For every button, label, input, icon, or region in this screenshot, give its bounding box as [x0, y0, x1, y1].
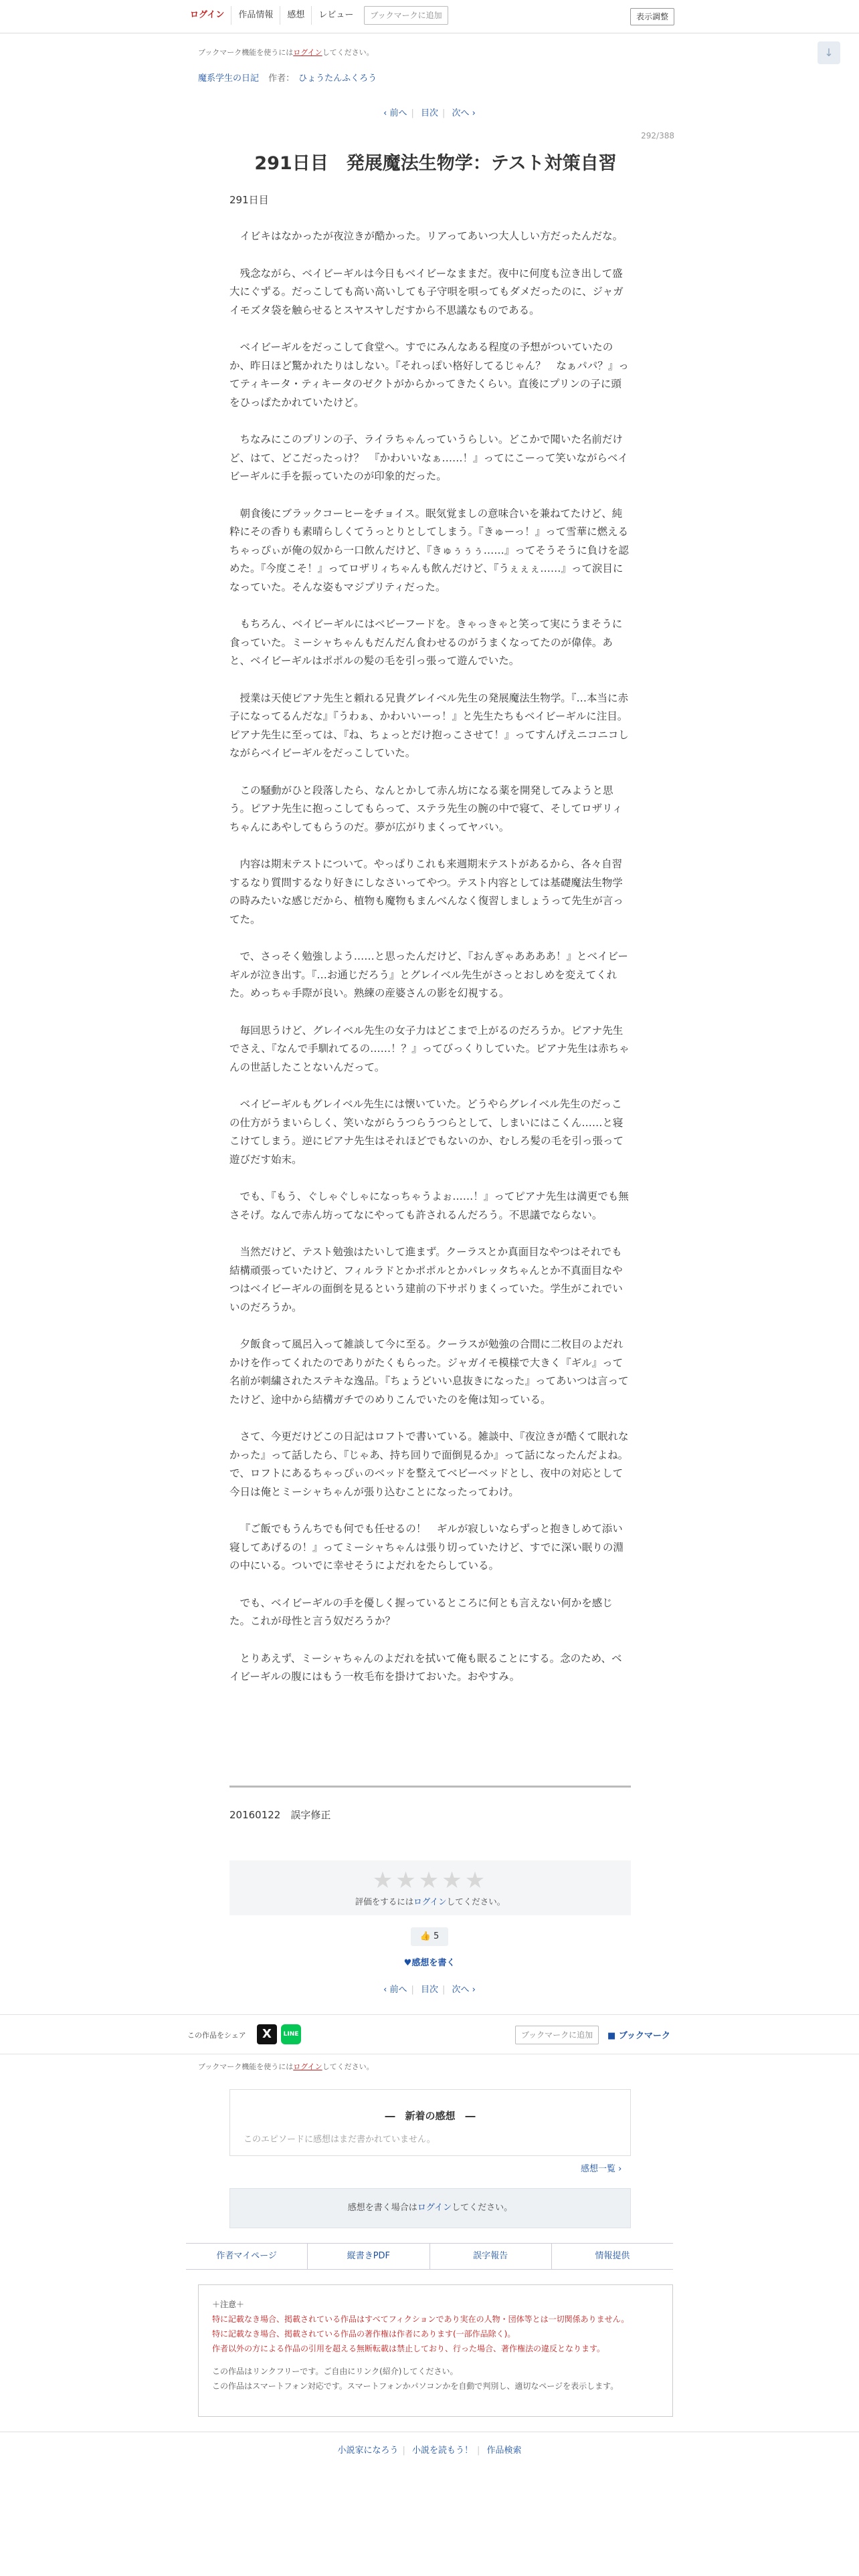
caution-line-1: 特に記載なき場合、掲載されている作品はすべてフィクションであり実在の人物・団体等とは一切関係ありません。: [212, 2315, 630, 2324]
body-paragraph: ベイビーギルもグレイベル先生には懐いていた。どうやらグレイベル先生のだっこの仕方がうまいらしく、笑いながらうつらうつらとして、しまいにはこくん……と寝こけてしまう。逆にピアナ先生はそれほどでもないのか、むしろ髪の毛を引っ張って遊びだす始末。: [229, 1098, 624, 1166]
write-impression-link[interactable]: ♥感想を書く: [403, 1958, 456, 1968]
new-reviews-heading: ― 新着の感想 ―: [385, 2110, 476, 2122]
bookmark-notice-bottom: [198, 2061, 673, 2072]
afterword: 20160122 誤字修正: [229, 1809, 331, 1821]
caution-box: [198, 2284, 673, 2417]
bookmark-notice-suffix: してください。: [322, 48, 374, 57]
search-link[interactable]: 作品検索: [486, 2446, 522, 2456]
no-reviews-text: このエピソードに感想はまだ書かれていません。: [244, 2135, 436, 2145]
share-bar: [0, 2014, 859, 2054]
toc-link[interactable]: 目次: [420, 108, 438, 118]
write-review-notice: [229, 2188, 631, 2228]
chapter-body: [229, 227, 631, 1705]
body-paragraph: もちろん、ベイビーギルにはベビーフードを。きゃっきゃと笑って実にうまそうに食っていた。ミーシャちゃんもだんだん食わせるのがうまくなってたのが偉倖。あと、ベイビーギルはポポルの髪の毛を引っ張って遊んでいた。: [229, 618, 623, 667]
body-paragraph: で、さっそく勉強しよう……と思ったんだけど、『おんぎゃああああ！』とベイビーギルが泣き出す。『…お通じだろう』とグレイベル先生がさっとおしめを変えてくれた。めっちゃ手際が良い。熟練の産婆さんの影を幻視する。: [229, 950, 628, 999]
page-count: 292/388: [641, 131, 674, 140]
toc-link-bottom[interactable]: 目次: [420, 1985, 438, 1995]
yomou-link[interactable]: 小説を読もう！: [411, 2446, 473, 2456]
caution-line-2: 特に記載なき場合、掲載されている作品の著作権は作者にあります(一部作品除く)。: [212, 2329, 516, 2339]
caution-head: ＋注意＋: [212, 2300, 245, 2309]
prev-link[interactable]: ‹ 前へ: [383, 108, 407, 118]
top-navigation-bar: [0, 0, 859, 33]
bookmark-notice-suffix-bottom: してください。: [322, 2062, 374, 2071]
series-title-link[interactable]: 魔系学生の日記: [198, 74, 260, 84]
bookmark-add-button-bottom[interactable]: ブックマークに追加: [515, 2026, 599, 2044]
like-button[interactable]: [411, 1927, 448, 1946]
impressions-link[interactable]: 感想: [280, 6, 311, 25]
pager-top: ‹ 前へ | 目次 | 次へ ›: [383, 108, 476, 118]
site-links: 小説家になろう | 小説を読もう！ | 作品検索: [0, 2432, 859, 2456]
bookmark-notice-login-link[interactable]: ログイン: [293, 48, 322, 57]
body-paragraph: ベイビーギルをだっこして食堂へ。すでにみんなある程度の予想がついていたのか、昨日ほど驚かれたりはしない。『それっぽい格好してるじゃん？ なぁパパ？』ってティキータ・ティキータのゼクトがからかってきたくらい。直後にプリンの子に頭をひっぱたかれていたけど。: [229, 341, 629, 409]
pager-bottom: ‹ 前へ | 目次 | 次へ ›: [383, 1985, 476, 1995]
rating-stars[interactable]: ★★★★★: [372, 1867, 488, 1894]
author-label: 作者：: [268, 74, 295, 84]
body-paragraph: イビキはなかったが夜泣きが酷かった。リアってあいつ大人しい方だったんだな。: [240, 230, 624, 242]
chapter-title: 291日目 発展魔法生物学：テスト対策自習: [254, 153, 617, 174]
rating-login-link[interactable]: ログイン: [413, 1897, 447, 1907]
body-paragraph: とりあえず、ミーシャちゃんのよだれを拭いて俺も眠ることにする。念のため、ベイビーギルの腹にはもう一枚毛布を掛けておいた。おやすみ。: [229, 1652, 622, 1683]
body-paragraph: 当然だけど、テスト勉強はたいして進まず。クーラスとか真面目なやつはそれでも結構頑張っていたけど、フィルラドとかポポルとかパレッタちゃんとか不真面目なやつはベイビーギルの面倒を見るという建前の下サボりまくっていた。学生がこれでいいのだろうか。: [229, 1246, 623, 1313]
body-paragraph: でも、ベイビーギルの手を優しく握っているところに何とも言えない何かを感じた。これが母性と言う奴だろうか？: [229, 1596, 613, 1627]
rating-box: [229, 1860, 631, 1915]
bookmark-notice: [198, 47, 673, 58]
scroll-down-icon[interactable]: ↓: [818, 41, 840, 64]
caution-linkfree: この作品はリンクフリーです。ご自由にリンク(紹介)してください。: [212, 2367, 458, 2376]
next-link-bottom[interactable]: 次へ ›: [452, 1985, 476, 1995]
write-notice-login-link[interactable]: ログイン: [417, 2203, 452, 2213]
like-count: 5: [434, 1931, 440, 1941]
line-share-icon[interactable]: LINE: [281, 2024, 301, 2044]
body-paragraph: 毎回思うけど、グレイベル先生の女子力はどこまで上がるのだろうか。ピアナ先生でさえ、『なんで手馴れてるの……！？』ってびっくりしていた。ピアナ先生は赤ちゃんの世話したことないんだって。: [229, 1024, 630, 1073]
bookmark-link[interactable]: ■ ブックマーク: [607, 2031, 670, 2041]
body-paragraph: 内容は期末テストについて。やっぱりこれも来週期末テストがあるから、各々自習するなり質問するなり好きにしなさいってやつ。テスト内容としては基礎魔法生物学の時みたいな感じだから、植物も魔物もまんべんなく復習しましょうって先生が言ってた。: [229, 858, 624, 926]
author-mypage-link[interactable]: 作者マイページ: [216, 2251, 277, 2261]
review-link[interactable]: レビュー: [311, 6, 360, 25]
next-link[interactable]: 次へ ›: [452, 108, 476, 118]
caution-line-3: 作者以外の方による作品の引用を超える無断転載は禁止しており、行った場合、著作権法の違反となります。: [212, 2344, 605, 2353]
reviews-list-link[interactable]: 感想一覧 ›: [581, 2164, 622, 2174]
bookmark-notice-login-link-bottom[interactable]: ログイン: [293, 2062, 322, 2071]
body-paragraph: さて、今更だけどこの日記はロフトで書いている。雑談中、『夜泣きが酷くて眠れなかった』って話したら、『じゃあ、持ち回りで面倒見るか』って話になったんだよね。で、ロフトにあるちゃっぴぃのベッドを整えてベビーベッドとし、夜中の対応として今日は俺とミーシャちゃんが張り込むことになったってわけ。: [229, 1430, 629, 1498]
series-info: [198, 71, 673, 84]
bookmark-notice-prefix-bottom: ブックマーク機能を使うには: [198, 2062, 294, 2071]
write-notice-suffix: してください。: [452, 2203, 513, 2213]
info-provide-link[interactable]: 情報提供: [551, 2244, 673, 2269]
narou-link[interactable]: 小説家になろう: [337, 2446, 399, 2456]
x-share-icon[interactable]: X: [257, 2024, 277, 2044]
body-paragraph: この騒動がひと段落したら、なんとかして赤ん坊になる薬を開発してみようと思う。ピアナ先生に抱っこしてもらって、ステラ先生の腕の中で寝て、そしてロザリィちゃんにあやしてもらうのだ。夢が広がりまくってヤバい。: [229, 784, 623, 833]
top-nav-menu: [186, 6, 448, 25]
new-reviews-box: [229, 2089, 631, 2156]
prev-link-bottom[interactable]: ‹ 前へ: [383, 1985, 407, 1995]
login-link[interactable]: ログイン: [190, 10, 225, 20]
body-paragraph: 『ご飯でもうんちでも何でも任せるの！ ギルが寂しいならずっと抱きしめて添い寝してあげるの！』ってミーシャちゃんは張り切っていたけど、すでに深い眠りの淵の中にいる。ついでに幸せそうによだれをたらしている。: [229, 1523, 624, 1572]
display-settings-button[interactable]: 表示調整: [630, 8, 674, 25]
rating-note-prefix: 評価をするには: [355, 1897, 414, 1907]
body-paragraph: 朝食後にブラックコーヒーをチョイス。眠気覚ましの意味合いを兼ねてたけど、純粋にその香りも素晴らしくてうっとりとしてしまう。『きゅーっ！』って雪華に燃えるちゃっぴぃが俺の奴から一口飲んだけど、『きゅぅぅぅ……』ってそうそうに負けを認めた。『今度こそ！』ってロザリィちゃんも飲んだけど、『うぇぇぇ……』って涙目になっていた。そんな姿もマジプリティだった。: [229, 507, 629, 593]
body-paragraph: でも、『もう、ぐしゃぐしゃになっちゃうよぉ……！』ってピアナ先生は満更でも無さそげ。なんで赤ん坊ってなにやっても許されるんだろう。不思議でならない。: [229, 1190, 629, 1221]
novel-info-link[interactable]: 作品情報: [231, 6, 280, 25]
share-label: この作品をシェア: [187, 2031, 246, 2040]
author-name-link[interactable]: ひょうたんふくろう: [298, 74, 377, 84]
chapter-subtitle: 291日目: [229, 194, 269, 206]
thumbs-up-icon: 👍: [419, 1931, 431, 1941]
vertical-pdf-link[interactable]: 縦書きPDF: [307, 2244, 429, 2269]
write-notice-prefix: 感想を書く場合は: [347, 2203, 417, 2213]
rating-note: [229, 1895, 631, 1907]
bookmark-add-button[interactable]: ブックマークに追加: [364, 6, 448, 25]
body-paragraph: ちなみにこのプリンの子、ライラちゃんっていうらしい。どこかで聞いた名前だけど、はて、どこだったっけ？ 『かわいいなぁ……！』ってにこーって笑いながらベイビーギルに手を振っていたのが印象的だった。: [229, 433, 628, 482]
bookmark-label: ブックマーク: [618, 2031, 670, 2041]
divider: [229, 1786, 631, 1788]
footer-links: [186, 2243, 673, 2270]
caution-smartphone: この作品はスマートフォン対応です。スマートフォンかパソコンかを自動で判別し、適切なページを表示します。: [212, 2381, 619, 2391]
typo-report-link[interactable]: 誤字報告: [430, 2244, 551, 2269]
rating-note-suffix: してください。: [446, 1897, 506, 1907]
body-paragraph: 夕飯食って風呂入って雑談して今に至る。クーラスが勉強の合間に二枚目のよだれかけを作ってくれたのでありがたくもらった。ジャガイモ模様で大きく『ギル』って名前が刺繍されたステキな逸品。『ちょうどいい息抜きになった』ってあいつは言ってたけど、途中から結構ガチでのめりこんでいたのを俺は知っている。: [229, 1338, 629, 1406]
body-paragraph: 残念ながら、ベイビーギルは今日もベイビーなままだ。夜中に何度も泣き出して盛大にぐずる。だっこしても高い高いしても子守唄を唄ってもダメだったのに、ジャガイモズタ袋を触らせるとスヤスヤしだすから不思議なものである。: [229, 267, 624, 316]
bookmark-notice-prefix: ブックマーク機能を使うには: [198, 48, 294, 57]
body-paragraph: 授業は天使ピアナ先生と頼れる兄貴グレイベル先生の発展魔法生物学。『…本当に赤子になってるんだな』『うわぁ、かわいいーっ！』と先生たちもベイビーギルに注目。ピアナ先生に至っては、『ね、ちょっとだけ抱っこさせて！』ってすんげえニコニコしながらベイビーギルをだっこしていた。: [229, 691, 629, 759]
